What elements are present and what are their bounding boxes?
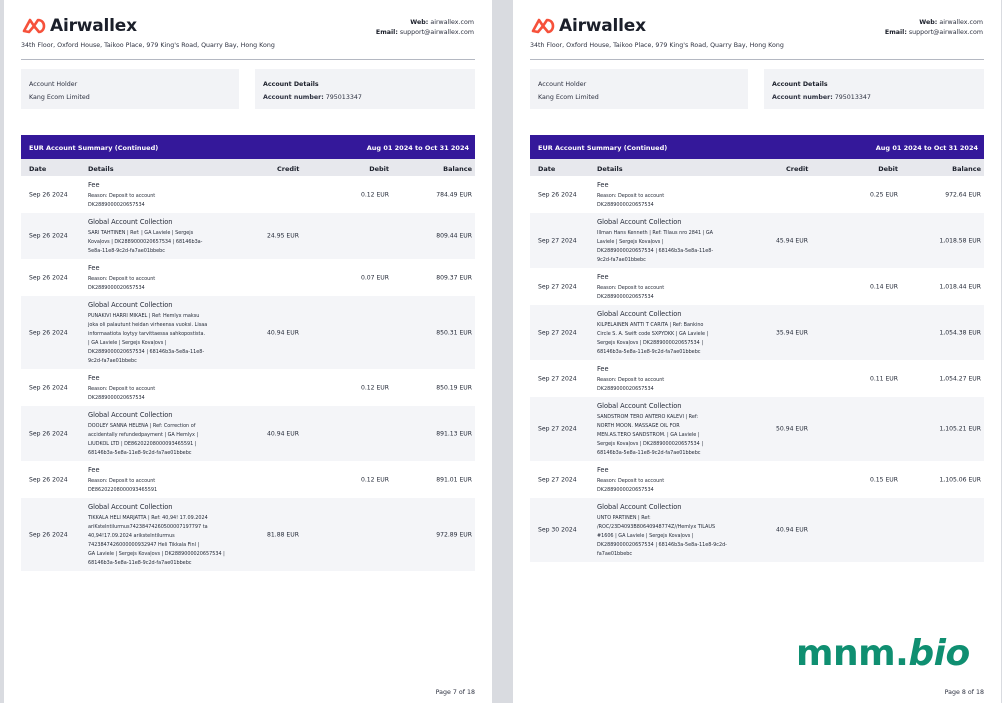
row-details-line: joka oli palautunt heidan virheensa vuoksi. Lisaa [88, 322, 208, 328]
row-credit: 40.94 EUR [267, 329, 299, 336]
table-row [530, 305, 984, 360]
header-divider [21, 59, 475, 60]
row-details-line: GA Laviele | Sergejs Kovaļovs | DK2889000020657534 | [88, 551, 225, 557]
table-row [530, 397, 984, 461]
row-debit: 0.12 EUR [360, 476, 389, 483]
email-value: support@airwallex.com [908, 29, 983, 36]
row-date: Sep 27 2024 [538, 476, 577, 483]
row-details [88, 176, 248, 213]
account-details-box [255, 69, 475, 109]
row-balance: 850.31 EUR [436, 329, 472, 336]
row-credit: 40.94 EUR [776, 526, 808, 534]
row-details [597, 213, 757, 268]
row-balance: 784.49 EUR [436, 191, 472, 198]
row-credit: 50.94 EUR [776, 425, 808, 433]
row-date: Sep 26 2024 [29, 476, 68, 483]
col-details: Details [597, 165, 623, 173]
account-details-box [764, 69, 984, 109]
row-details-line: DK2889000020657534 [88, 285, 145, 291]
account-number-value: 795013347 [325, 94, 362, 101]
company-address: 34th Floor, Oxford House, Taikoo Place, 979 King's Road, Quarry Bay, Hong Kong [530, 42, 784, 49]
row-debit: 0.25 EUR [869, 191, 898, 198]
row-balance: 891.01 EUR [436, 476, 472, 483]
row-details-title: Fee [88, 374, 100, 382]
col-balance: Balance [952, 165, 981, 173]
row-credit: 45.94 EUR [776, 237, 808, 244]
row-details-line: 68146b3a-5e8a-11e8-9c2d-fa7ae01bbebc [597, 349, 701, 355]
account-holder-value: Kang Ecom Limited [29, 94, 90, 101]
row-details-title: Global Account Collection [88, 503, 173, 511]
row-debit: 0.12 EUR [360, 384, 389, 391]
account-number-label: Account number: [772, 94, 833, 101]
row-details-line: DK2889000020657534 [88, 395, 145, 401]
row-details-line: KILPELAINEN ANTTI T CARITA | Ref: Bankino [597, 322, 704, 328]
row-balance: 809.37 EUR [436, 274, 472, 281]
account-number-value: 795013347 [834, 94, 871, 101]
row-details-line: 40,94!17.09.2024 arikstelntilurmus [88, 533, 175, 539]
row-details-line: 5e8a-11e8-9c2d-fa7ae01bbebc [88, 248, 165, 254]
summary-period: Aug 01 2024 to Oct 31 2024 [875, 144, 978, 152]
row-balance: 972.89 EUR [436, 531, 472, 538]
row-details-line: DK2889000020657534 [597, 487, 654, 493]
row-date: Sep 27 2024 [538, 283, 577, 290]
row-details-line: Reason: Deposit to account [597, 285, 665, 291]
col-date: Date [29, 165, 47, 173]
airwallex-logo-icon [21, 17, 47, 35]
row-details-line: DK2889000020657534 [597, 294, 654, 300]
transactions-table [21, 176, 475, 571]
row-credit: 40.94 EUR [267, 430, 299, 437]
watermark-italic: bio [908, 633, 970, 674]
row-details-line: Reason: Deposit to account [88, 276, 156, 282]
col-debit: Debit [878, 165, 898, 173]
col-balance: Balance [443, 165, 472, 173]
web-value: airwallex.com [430, 19, 474, 26]
row-details-title: Global Account Collection [597, 310, 682, 318]
row-date: Sep 26 2024 [29, 232, 68, 240]
account-holder-label: Account Holder [29, 81, 78, 88]
transactions-table [530, 176, 984, 562]
row-details-title: Global Account Collection [88, 301, 173, 309]
account-holder-box [530, 69, 748, 109]
row-details-line: MEN.AS.TERO SANDSTROM. | GA Laviele | [597, 432, 700, 438]
row-details-line: Reason: Deposit to account [597, 478, 665, 484]
table-header [21, 159, 475, 176]
row-details [597, 461, 757, 498]
row-details-line: Reason: Deposit to account [597, 193, 665, 199]
account-details-label: Account Details [772, 81, 828, 88]
row-balance: 1,018.58 EUR [939, 237, 981, 244]
row-details-title: Fee [88, 466, 100, 474]
table-row [530, 461, 984, 498]
row-details-title: Global Account Collection [597, 402, 682, 410]
summary-period: Aug 01 2024 to Oct 31 2024 [366, 144, 469, 152]
row-date: Sep 27 2024 [538, 375, 577, 382]
row-details [88, 461, 248, 498]
row-balance: 850.19 EUR [436, 384, 472, 391]
contact-info [376, 18, 474, 38]
row-details-line: /ROC/23D4093B80640948774Z//Hemlyx TILAUS [597, 524, 716, 530]
row-details [597, 176, 757, 213]
row-details-line: accidentally refundedpayment | GA Hemlyx | [88, 432, 199, 438]
row-details [597, 397, 757, 461]
row-details-title: Fee [597, 365, 609, 373]
airwallex-logo-icon [530, 17, 556, 35]
table-row [21, 369, 475, 406]
row-details-line: informaatiota loytyy tarvittaessa sahkopostista. [88, 331, 205, 337]
row-date: Sep 30 2024 [538, 526, 577, 534]
row-details-line: Sergejs Kovaļovs | DK2889000020657534 | [597, 441, 703, 447]
email-label: Email: [884, 29, 907, 36]
table-row [530, 176, 984, 213]
row-debit: 0.12 EUR [360, 191, 389, 198]
statement-page-7 [4, 0, 492, 703]
row-details-line: Kovaļovs | DK2889000020657534 | 68146b3a- [88, 239, 203, 245]
row-details-line: 68146b3a-5e8a-11e8-9c2d-fa7ae01bbebc [88, 560, 192, 566]
header-divider [530, 59, 984, 60]
row-details-line: Reason: Deposit to account [88, 193, 156, 199]
row-details-line: Sergejs Kovaļovs | DK2889000020657534 | [597, 340, 703, 346]
row-details-line: | GA Laviele | Sergejs Kovaļovs | [88, 340, 167, 346]
row-debit: 0.14 EUR [869, 283, 898, 290]
row-date: Sep 26 2024 [29, 430, 68, 437]
row-details-line: NORTH MOON. MASSAGE OIL FOR [597, 423, 680, 429]
row-details [597, 268, 757, 305]
row-credit: 24.95 EUR [267, 232, 299, 240]
row-details-line: 68146b3a-5e8a-11e8-9c2d-fa7ae01bbebc [88, 450, 192, 456]
row-details [597, 360, 757, 397]
row-details-line: TIKKALA HELI MARJATTA | Ref: 40,94! 17.09.2024 [88, 515, 208, 521]
row-date: Sep 26 2024 [29, 274, 68, 281]
row-details-title: Fee [597, 181, 609, 189]
col-details: Details [88, 165, 114, 173]
table-row [530, 498, 984, 562]
watermark [796, 633, 970, 674]
row-details-line: Reason: Deposit to account [88, 478, 156, 484]
row-credit: 35.94 EUR [776, 329, 808, 336]
row-debit: 0.11 EUR [869, 375, 898, 382]
company-address: 34th Floor, Oxford House, Taikoo Place, 979 King's Road, Quarry Bay, Hong Kong [21, 42, 275, 49]
row-details-line: Reason: Deposit to account [597, 377, 665, 383]
row-date: Sep 26 2024 [538, 191, 577, 198]
col-credit: Credit [786, 165, 809, 173]
account-details-label: Account Details [263, 81, 319, 88]
table-row [21, 461, 475, 498]
row-details-line: DE86202208000093465591 [88, 487, 158, 493]
row-details-line: DK2889000020657534 [597, 386, 654, 392]
table-row [21, 176, 475, 213]
table-row [21, 406, 475, 461]
summary-title: EUR Account Summary (Continued) [538, 144, 668, 152]
row-details-line: LIUDKOL LTD | DE86202208000093465591 | [88, 441, 197, 447]
brand-name: Airwallex [50, 16, 137, 36]
row-details-line: DOOLEY SANNA HELENA | Ref: Correction of [88, 423, 196, 429]
account-holder-value: Kang Ecom Limited [538, 94, 599, 101]
row-details-title: Fee [597, 466, 609, 474]
row-details-line: Illman Hans Kenneth | Ref: Tilaus nro 2841 | GA [597, 230, 713, 236]
watermark-main: mnm. [796, 633, 909, 674]
row-details-line: DK2889000020657534 | 68146b3a-5e8a-11e8-9c2d- [597, 542, 727, 548]
table-header [530, 159, 984, 176]
row-details-line: fa7ae01bbebc [597, 551, 633, 557]
row-details-line: ariKstelntilurmus74238474260500007197797 ta [88, 524, 208, 530]
row-details-line: DK2889000020657534 [597, 202, 654, 208]
web-label: Web: [410, 19, 429, 26]
contact-info [885, 18, 983, 38]
row-details [88, 296, 248, 369]
row-credit: 81.88 EUR [267, 531, 299, 538]
row-date: Sep 26 2024 [29, 384, 68, 391]
row-details-title: Fee [88, 264, 100, 272]
table-row [21, 296, 475, 369]
row-details-line: 9c2d-fa7ae01bbebc [88, 358, 137, 364]
row-balance: 1,018.44 EUR [939, 283, 981, 290]
row-details [88, 213, 248, 259]
email-label: Email: [375, 29, 398, 36]
page-number: Page 7 of 18 [435, 689, 475, 696]
row-details [88, 369, 248, 406]
row-details-title: Global Account Collection [597, 218, 682, 226]
row-details [597, 498, 757, 562]
row-debit: 0.07 EUR [360, 274, 389, 281]
table-row [530, 360, 984, 397]
brand-name: Airwallex [559, 16, 646, 36]
row-details-line: PUNAKIVI HARRI MIKAEL | Ref: Hemlyx maksu [88, 313, 200, 319]
row-balance: 891.13 EUR [436, 430, 472, 437]
row-details-line: 9c2d-fa7ae01bbebc [597, 257, 646, 263]
brand-logo [530, 16, 646, 36]
row-balance: 1,105.21 EUR [939, 425, 981, 433]
page-number: Page 8 of 18 [944, 689, 984, 696]
row-balance: 1,054.27 EUR [939, 375, 981, 382]
col-date: Date [538, 165, 556, 173]
row-date: Sep 26 2024 [29, 531, 68, 538]
summary-banner [530, 135, 984, 159]
row-details-line: DK2889000020657534 [88, 202, 145, 208]
row-details [597, 305, 757, 360]
row-date: Sep 26 2024 [29, 329, 68, 336]
row-details-line: 7423847426000000932947 Heli Tikkala Finl | [88, 542, 200, 548]
account-holder-label: Account Holder [538, 81, 587, 88]
web-value: airwallex.com [939, 19, 983, 26]
account-number-label: Account number: [263, 94, 324, 101]
row-details-title: Global Account Collection [88, 411, 173, 419]
row-details-title: Fee [88, 181, 100, 189]
account-holder-box [21, 69, 239, 109]
row-details [88, 259, 248, 296]
statement-page-8 [513, 0, 1001, 703]
row-details-line: #1606 | GA Laviele | Sergejs Kovaļovs | [597, 533, 694, 539]
summary-banner [21, 135, 475, 159]
row-details-title: Global Account Collection [597, 503, 682, 511]
table-row [21, 213, 475, 259]
table-row [21, 259, 475, 296]
row-details-line: SARI TAHTINEN | Ref: | GA Laviele | Sergejs [88, 230, 194, 236]
summary-title: EUR Account Summary (Continued) [29, 144, 159, 152]
row-date: Sep 27 2024 [538, 425, 577, 433]
row-details [88, 498, 248, 571]
email-value: support@airwallex.com [399, 29, 474, 36]
row-details-line: Reason: Deposit to account [88, 386, 156, 392]
row-details-line: UNTO PARTINEN | Ref: [597, 515, 651, 521]
row-details-title: Fee [597, 273, 609, 281]
row-details-title: Global Account Collection [88, 218, 173, 226]
row-details-line: DK2889000020657534 | 68146b3a-5e8a-11e8- [88, 349, 205, 355]
account-number [772, 94, 871, 101]
web-label: Web: [919, 19, 938, 26]
row-balance: 809.44 EUR [436, 232, 472, 240]
row-date: Sep 27 2024 [538, 237, 577, 244]
table-row [21, 498, 475, 571]
row-details [88, 406, 248, 461]
row-date: Sep 27 2024 [538, 329, 577, 336]
row-details-line: 68146b3a-5e8a-11e8-9c2d-fa7ae01bbebc [597, 450, 701, 456]
row-balance: 1,105.06 EUR [939, 476, 981, 483]
row-details-line: Circle S. A. Swift code SXPYDKK | GA Laviele | [597, 331, 709, 337]
row-date: Sep 26 2024 [29, 191, 68, 198]
row-details-line: DK2889000020657534 | 68146b3a-5e8a-11e8- [597, 248, 714, 254]
row-details-line: SANDSTROM TERO ANTERO KALEVI | Ref: [597, 414, 699, 420]
col-debit: Debit [369, 165, 389, 173]
table-row [530, 213, 984, 268]
col-credit: Credit [277, 165, 300, 173]
row-balance: 1,054.38 EUR [939, 329, 981, 336]
row-details-line: Laviele | Sergejs Kovaļovs | [597, 239, 664, 245]
row-debit: 0.15 EUR [869, 476, 898, 483]
account-number [263, 94, 362, 101]
brand-logo [21, 16, 137, 36]
table-row [530, 268, 984, 305]
row-balance: 972.64 EUR [945, 191, 981, 198]
